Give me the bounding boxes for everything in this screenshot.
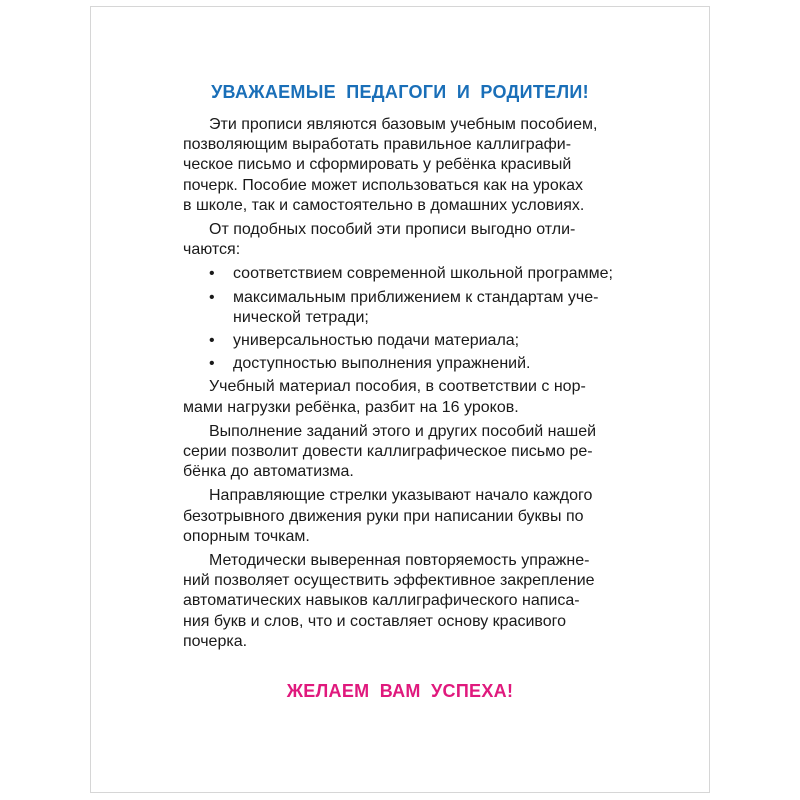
list-item-text: соответствием современной школьной программе; <box>233 265 613 283</box>
bullet-icon: • <box>209 332 215 350</box>
advantages-list <box>183 264 617 374</box>
intro-paragraph: Эти прописи являются базовым учебным пособием, позволяющим выработать правильное каллиграфи- ческое письмо и сформировать у ребёнка красивый почерк. Пособие может использоваться как на уроках в школе, так и самостоятельно в домашних условиях. <box>183 116 598 214</box>
repetition-paragraph: Методически выверенная повторяемость упражне- ний позволяет осуществить эффективное закрепление автоматических навыков каллиграфического написа- ния букв и слов, что и составляет основу красивого почерка. <box>183 552 595 650</box>
lessons-paragraph: Учебный материал пособия, в соответствии с нор- мами нагрузки ребёнка, разбит на 16 уроков. <box>183 378 586 416</box>
list-item <box>183 264 617 284</box>
list-item-text: доступностью выполнения упражнений. <box>233 355 531 373</box>
page-title: УВАЖАЕМЫЕ ПЕДАГОГИ И РОДИТЕЛИ! <box>211 82 589 102</box>
page-content <box>183 81 617 714</box>
bullet-icon: • <box>209 355 215 373</box>
list-item-text: максимальным приближением к стандартам уче- нической тетради; <box>233 288 599 326</box>
list-item <box>183 331 617 351</box>
arrows-paragraph: Направляющие стрелки указывают начало каждого безотрывного движения руки при написании буквы по опорным точкам. <box>183 487 593 545</box>
advantages-intro: От подобных пособий эти прописи выгодно отли- чаются: <box>183 221 576 259</box>
closing-wish: ЖЕЛАЕМ ВАМ УСПЕХА! <box>286 681 514 702</box>
list-item <box>183 288 617 328</box>
list-item <box>183 354 617 374</box>
list-item-text: универсальностью подачи материала; <box>233 332 520 350</box>
series-paragraph: Выполнение заданий этого и других пособий нашей серии позволит довести каллиграфическое письмо ре- бёнка до автоматизма. <box>183 422 597 481</box>
bullet-icon: • <box>209 265 215 283</box>
bullet-icon: • <box>209 288 215 306</box>
page-sheet <box>90 6 710 793</box>
